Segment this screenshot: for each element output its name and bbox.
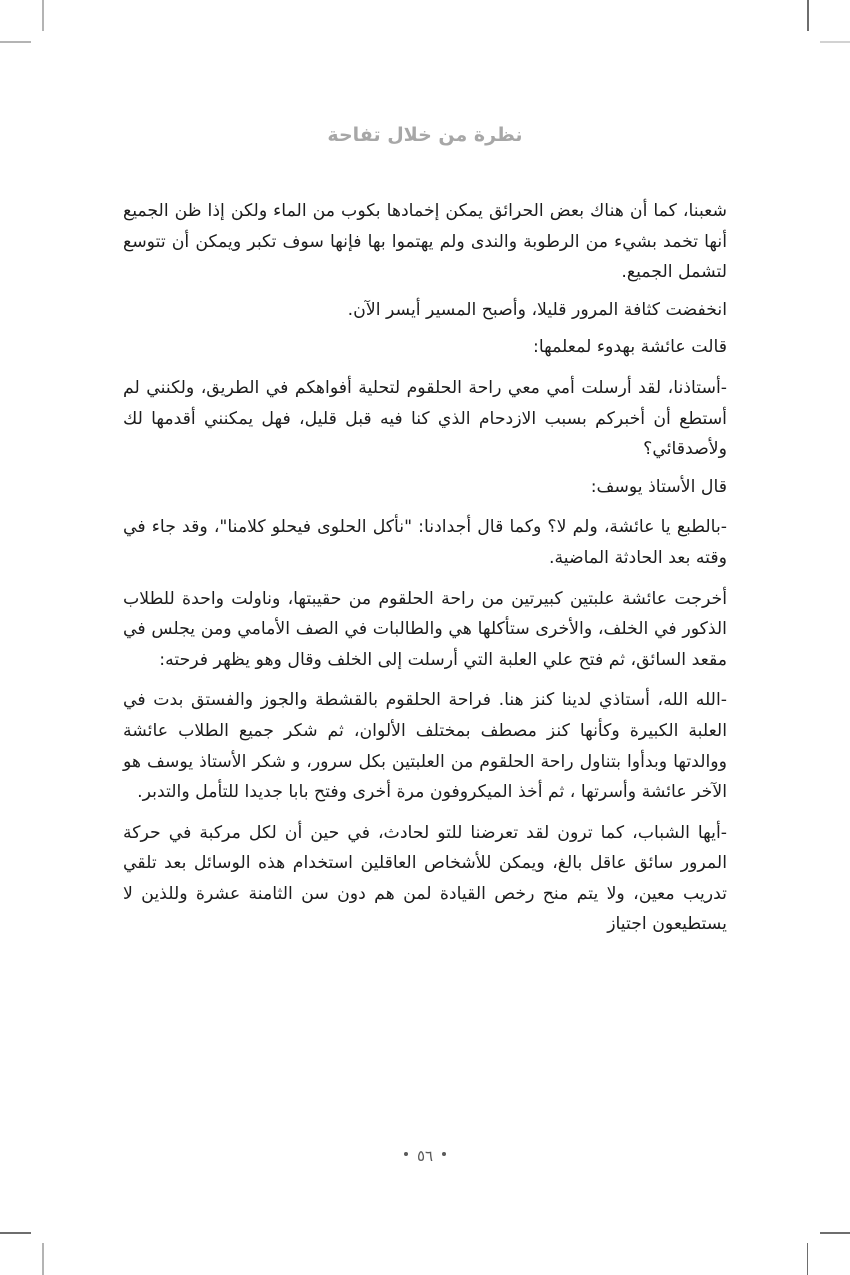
paragraph: -بالطبع يا عائشة، ولم لا؟ وكما قال أجدادنا: "نأكل الحلوى فيحلو كلامنا"، وقد جاء في وقته بعد الحادثة الماضية.	[123, 517, 727, 568]
body-text	[123, 196, 727, 947]
paragraph: -أيها الشباب، كما ترون لقد تعرضنا للتو لحادث، في حين أن لكل مركبة في حركة المرور سائق عاقل بالغ، ويمكن للأشخاص العاقلين استخدام هذه الوسائل بعد تلقي تدريب معين، ولا يتم منح رخص القيادة لمن هم دون سن الثامنة عشرة وللذين لا يستطيعون اجتياز	[123, 822, 727, 935]
paragraph: -أستاذنا، لقد أرسلت أمي معي راحة الحلقوم لتحلية أفواهكم في الطريق، ولكنني لم أستطع أن أخبركم بسبب الازدحام الذي كنا فيه قبل قليل، فهل يمكنني أقدمها لك ولأصدقائي؟	[123, 377, 727, 460]
crop-mark-bottom-right-vertical	[807, 1243, 808, 1275]
running-head: نظرة من خلال تفاحة	[327, 124, 523, 146]
folio-dot-left	[404, 1152, 408, 1156]
paragraph: أخرجت عائشة علبتين كبيرتين من راحة الحلقوم من حقيبتها، وناولت واحدة للطلاب الذكور في الخلف، والأخرى ستأكلها هي والطالبات في الصف الأمامي ومن يجلس في مقعد السائق، ثم فتح علي العلبة التي أرسلت إلى الخلف وقال وهو يظهر فرحته:	[123, 588, 727, 670]
paragraph: قالت عائشة بهدوء لمعلمها:	[533, 337, 727, 358]
folio-dot-right	[442, 1152, 446, 1156]
crop-mark-top-right-horizontal	[820, 41, 850, 43]
crop-mark-bottom-right-horizontal	[820, 1232, 850, 1234]
paragraph: قال الأستاذ يوسف:	[590, 476, 727, 497]
paragraph: انخفضت كثافة المرور قليلا، وأصبح المسير أيسر الآن.	[347, 299, 727, 320]
crop-mark-top-right-vertical	[807, 0, 809, 31]
page-number: ٥٦	[416, 1146, 434, 1165]
crop-mark-bottom-left-vertical	[42, 1243, 44, 1275]
crop-mark-bottom-left-horizontal	[0, 1232, 31, 1234]
crop-mark-top-left-vertical	[42, 0, 44, 31]
folio	[0, 1146, 850, 1165]
crop-mark-top-left-horizontal	[0, 41, 31, 43]
paragraph: -الله الله، أستاذي لدينا كنز هنا. فراحة الحلقوم بالقشطة والجوز والفستق بدت في العلبة الكبيرة وكأنها كنز مصطف بمختلف الألوان، ثم شكر جميع الطلاب عائشة ووالدتها وبدأوا بتناول راحة الحلقوم من العلبتين بكل سرور، و شكر الأستاذ يوسف هو الآخر عائشة وأسرتها ، ثم أخذ الميكروفون مرة أخرى وفتح بابا جديدا للتأمل والتدبر.	[123, 690, 727, 803]
paragraph: شعبنا، كما أن هناك بعض الحرائق يمكن إخمادها بكوب من الماء ولكن إذا ظن الجميع أنها تخمد بشيء من الرطوبة والندى ولم يهتموا بها فإنها سوف تكبر ويمكن أن تتوسع لتشمل الجميع.	[123, 201, 727, 283]
